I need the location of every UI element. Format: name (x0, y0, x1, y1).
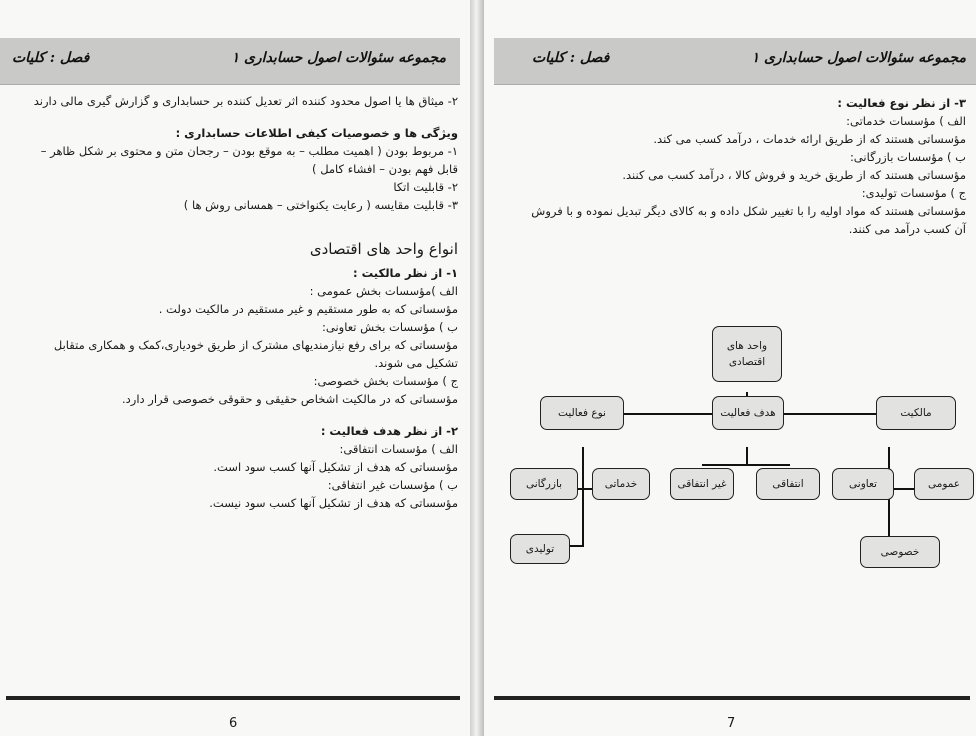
text-line: مؤسساتی هستند که از طریق ارائه خدمات ، درآمد کسب می کند. (653, 132, 966, 146)
chart-node-ownership: مالکیت (876, 396, 956, 430)
text-line: آن کسب درآمد می کنند. (848, 222, 966, 236)
book-title: مجموعه سئوالات اصول حسابداری ۱ (751, 50, 966, 66)
heading-line: ۳- از نظر نوع فعالیت : (837, 96, 966, 110)
page-number: 7 (727, 716, 736, 731)
text-line: الف )مؤسسات بخش عمومی : (309, 284, 458, 298)
text-line: مؤسساتی که به طور مستقیم و غیر مستقیم در مالکیت دولت . (158, 302, 458, 316)
heading-line: ۲- از نظر هدف فعالیت : (320, 424, 458, 438)
text-line: مؤسساتی که هدف از تشکیل آنها کسب سود نیست. (209, 496, 458, 510)
text-line: الف ) مؤسسات انتفاقی: (339, 442, 458, 456)
page-header (494, 38, 976, 85)
text-line: مؤسساتی که هدف از تشکیل آنها کسب سود است. (213, 460, 458, 474)
left-page (0, 0, 470, 736)
right-body-text (496, 94, 966, 238)
chart-connector (582, 447, 584, 545)
chart-connector (746, 447, 748, 465)
text-line: ۲- میثاق ها یا اصول محدود کننده اثر تعدیل کننده بر حسابداری و گزارش گیری مالی دارند (33, 94, 458, 108)
text-line: مؤسساتی که برای رفع نیازمندیهای مشترک از طریق خودیاری،کمک و همکاری متقابل (53, 338, 458, 352)
text-line: تشکیل می شوند. (374, 356, 458, 370)
chart-node-activity-goal: هدف فعالیت (712, 396, 784, 430)
text-line: مؤسساتی هستند که مواد اولیه را با تغییر شکل داده و به کالای دیگر تبدیل نموده و با فروش (531, 204, 966, 218)
page-number: 6 (229, 716, 238, 731)
book-title: مجموعه سئوالات اصول حسابداری ۱ (231, 50, 446, 66)
text-line: ۲- قابلیت اتکا (393, 180, 458, 194)
chart-node-cooperative: تعاونی (832, 468, 894, 500)
chart-node-activity-type: نوع فعالیت (540, 396, 624, 430)
footer-rule (494, 696, 970, 700)
chart-node-commercial: بازرگانی (510, 468, 578, 500)
chart-node-service: خدماتی (592, 468, 650, 500)
heading-line: ۱- از نظر مالکیت : (353, 266, 458, 280)
heading-line: ویژگی ها و خصوصیات کیفی اطلاعات حسابداری : (175, 126, 458, 140)
text-line: الف ) مؤسسات خدماتی: (846, 114, 966, 128)
paragraph-gap (2, 214, 458, 228)
text-line: ب ) مؤسسات بازرگانی: (849, 150, 966, 164)
book-spine (470, 0, 484, 736)
chart-node-profit: انتفاقی (756, 468, 820, 500)
section-title: انواع واحد های اقتصادی (309, 240, 458, 258)
chapter-title: فصل : کلیات (532, 50, 610, 66)
text-line: مؤسساتی که در مالکیت اشخاص حقیقی و حقوقی خصوصی قرار دارد. (121, 392, 458, 406)
text-line: مؤسساتی هستند که از طریق خرید و فروش کالا ، درآمد کسب می کنند. (622, 168, 966, 182)
text-line: ب ) مؤسسات بخش تعاونی: (321, 320, 458, 334)
text-line: ب ) مؤسسات غیر انتفاقی: (327, 478, 458, 492)
left-body-text (2, 92, 458, 512)
text-line: ۳- قابلیت مقایسه ( رعایت یکنواختی – همسانی روش ها ) (183, 198, 458, 212)
text-line: ج ) مؤسسات بخش خصوصی: (313, 374, 458, 388)
chart-node-production: تولیدی (510, 534, 570, 564)
chart-node-public: عمومی (914, 468, 974, 500)
chart-root-node: واحد های اقتصادی (712, 326, 782, 382)
chapter-title: فصل : کلیات (12, 50, 90, 66)
paragraph-gap (2, 408, 458, 422)
text-line: ۱- مربوط بودن ( اهمیت مطلب – به موقع بودن – رجحان متن و محتوی بر شکل ظاهر – (40, 144, 458, 158)
chart-node-private: خصوصی (860, 536, 940, 568)
text-line: قابل فهم بودن – افشاء کامل ) (312, 162, 458, 176)
text-line: ج ) مؤسسات تولیدی: (861, 186, 966, 200)
chart-connector (702, 464, 790, 466)
paragraph-gap (2, 110, 458, 124)
right-page (484, 0, 976, 736)
page-header (0, 38, 460, 85)
chart-node-nonprofit: غیر انتفاقی (670, 468, 734, 500)
footer-rule (6, 696, 460, 700)
